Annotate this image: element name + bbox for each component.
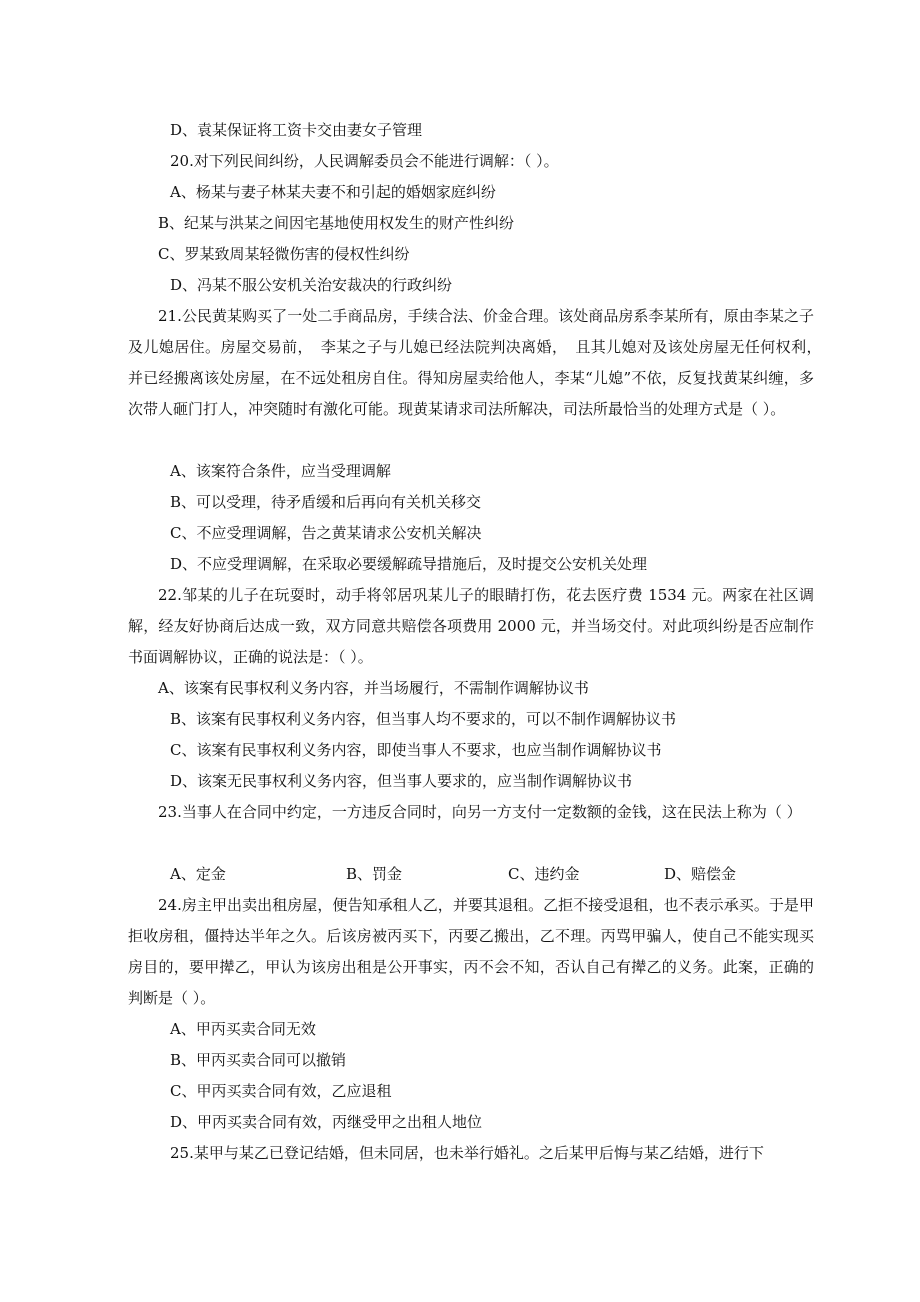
option-line: A、杨某与妻子林某夫妻不和引起的婚姻家庭纠纷 [170,183,496,201]
option-line: D、袁某保证将工资卡交由妻女子管理 [170,121,423,139]
option-line: A、甲丙买卖合同无效 [170,1020,316,1038]
option-line: B、可以受理，待矛盾缓和后再向有关机关移交 [170,493,482,511]
option-line: A、该案符合条件，应当受理调解 [170,462,391,480]
option-line: A、定金 [170,865,226,883]
option-line: D、赔偿金 [664,865,737,883]
option-line: B、甲丙买卖合同可以撤销 [170,1051,347,1069]
option-line: C、甲丙买卖合同有效，乙应退租 [170,1082,392,1100]
question-23: 23.当事人在合同中约定，一方违反合同时，向另一方支付一定数额的金钱，这在民法上称为（ ） [158,803,802,821]
option-line: B、罚金 [346,865,403,883]
option-line: B、纪某与洪某之间因宅基地使用权发生的财产性纠纷 [158,214,515,232]
option-line: D、不应受理调解，在采取必要缓解疏导措施后，及时提交公安机关处理 [170,555,648,573]
option-line: D、冯某不服公安机关治安裁决的行政纠纷 [170,276,453,294]
question-21: 21.公民黄某购买了一处二手商品房，手续合法、价金合理。该处商品房系李某所有，原由李某之子及儿媳居住。房屋交易前， 李某之子与儿媳已经法院判决离婚， 且其儿媳对及该处房屋无任何权利， 并已经搬离该处房屋，在不远处租房自住。得知房屋卖给他人，李某“儿媳”不依，反复找黄某纠缠，多次带人砸门打人，冲突随时有激化可能。现黄某请求司法所解决，司法所最恰当的处理方式是（ ）。 [128,307,830,418]
option-line: D、该案无民事权利义务内容，但当事人要求的，应当制作调解协议书 [170,772,633,790]
question-20: 20.对下列民间纠纷，人民调解委员会不能进行调解：（ ）。 [170,152,559,170]
question-22: 22.邹某的儿子在玩耍时，动手将邻居巩某儿子的眼睛打伤，花去医疗费 1534 元。两家在社区调解，经友好协商后达成一致，双方同意共赔偿各项费用 2000 元，并当场交付。对此项纠纷是否应制作书面调解协议，正确的说法是：（ ）。 [128,586,814,666]
option-line: C、不应受理调解，告之黄某请求公安机关解决 [170,524,482,542]
option-line: D、甲丙买卖合同有效，丙继受甲之出租人地位 [170,1113,483,1131]
option-line: C、罗某致周某轻微伤害的侵权性纠纷 [158,245,410,263]
option-line: B、该案有民事权利义务内容，但当事人均不要求的，可以不制作调解协议书 [170,710,677,728]
question-25: 25.某甲与某乙已登记结婚，但未同居，也未举行婚礼。之后某甲后悔与某乙结婚，进行下 [170,1144,764,1162]
question-24: 24.房主甲出卖出租房屋，便告知承租人乙，并要其退租。乙拒不接受退租，也不表示承买。于是甲拒收房租，僵持达半年之久。后该房被丙买下，丙要乙搬出，乙不理。丙骂甲骗人，使自己不能实现买房目的，要甲撵乙，甲认为该房出租是公开事实，丙不会不知，否认自己有撵乙的义务。此案，正确的判断是（ ）。 [128,896,814,1007]
option-line: C、违约金 [508,865,580,883]
option-line: C、该案有民事权利义务内容，即使当事人不要求，也应当制作调解协议书 [170,741,662,759]
option-line: A、该案有民事权利义务内容，并当场履行，不需制作调解协议书 [158,679,589,697]
